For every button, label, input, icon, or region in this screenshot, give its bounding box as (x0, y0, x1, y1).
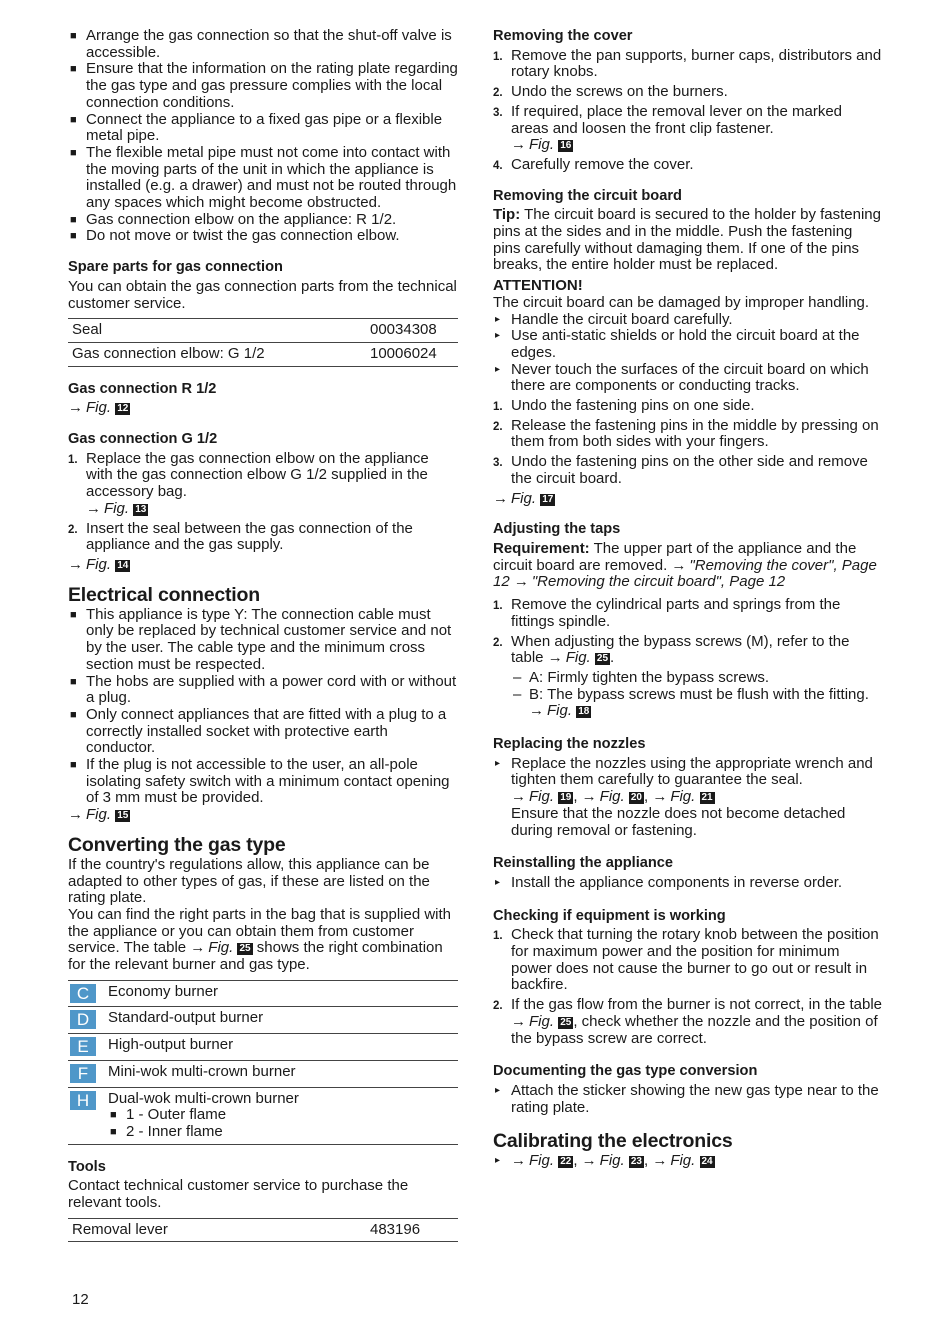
calibrating-heading: Calibrating the electronics (493, 1130, 733, 1153)
flame-list (108, 1107, 454, 1140)
attention-bullets (493, 312, 883, 396)
table-row (68, 1060, 458, 1087)
removing-cover-heading: Removing the cover (493, 28, 633, 44)
list-item: – B: The bypass screws must be flush with the fitting. → Fig. 18 (513, 685, 869, 720)
figure-number-badge: 17 (542, 493, 554, 505)
replacing-nozzles-list (493, 756, 883, 840)
electrical-heading: Electrical connection (68, 583, 260, 606)
replacing-nozzles-heading: Replacing the nozzles (493, 736, 646, 753)
arrow-icon: → (671, 556, 687, 574)
list-item (493, 1153, 883, 1170)
burner-letter-badge: C (70, 984, 96, 1003)
arrow-icon: → (493, 489, 508, 507)
list-item: ■ The hobs are supplied with a power cord with or without a plug. (70, 672, 457, 707)
list-item: 2. If the gas flow from the burner is not correct, in the table → Fig. 25 , check whether the nozzle and the position of the bypass screw are correct. (493, 996, 883, 1047)
list-item: 1. Remove the pan supports, burner caps, distributors and rotary knobs. (493, 46, 882, 81)
list-item: ■ This appliance is type Y: The connection cable must only be replaced by technical customer service and not by the user. The cable type and the minimum cross section must be respected. (70, 605, 452, 673)
arrow-icon: → (68, 806, 83, 824)
arrow-icon: → (529, 702, 544, 720)
right-column (493, 28, 883, 1170)
list-item: ▸ Use anti-static shields or hold the circuit board at the edges. (495, 327, 860, 361)
list-item: 1. Replace the gas connection elbow on the appliance with the gas connection elbow G 1/2 supplied in the accessory bag. → Fig. 13 (68, 449, 429, 517)
list-item: ▸ Handle the circuit board carefully. (495, 310, 733, 328)
list-item: ■ Gas connection elbow on the appliance: R 1/2. (70, 210, 397, 228)
table-row (68, 1034, 458, 1061)
figure-number-badge: 13 (135, 503, 147, 515)
arrow-icon: → (547, 649, 563, 667)
figure-number-badge: 12 (117, 403, 129, 415)
list-item: ■ The flexible metal pipe must not come into contact with the moving parts of the unit in which the appliance is installed (e.g. a drawer) and must not be routed through any spaces which might become obstructed. (70, 143, 457, 212)
converting-heading: Converting the gas type (68, 833, 286, 856)
list-item: ▸ Never touch the surfaces of the circuit board on which there are components or conducting tracks. (495, 360, 869, 395)
triangle-bullet-icon: ▸ (495, 330, 501, 342)
burner-letter-badge: D (70, 1010, 96, 1029)
figure-number-badge: 19 (560, 792, 572, 804)
documenting-list (493, 1083, 883, 1116)
list-item: 3. Undo the fastening pins on the other side and remove the circuit board. (493, 453, 868, 487)
removing-cover-steps (493, 48, 883, 174)
gas-r12-heading: Gas connection R 1/2 (68, 380, 217, 397)
square-bullet-icon: ■ (70, 230, 77, 243)
gas-g12-steps (68, 451, 458, 554)
burner-table (68, 980, 458, 1145)
arrow-icon: → (581, 1152, 597, 1170)
square-bullet-icon: ■ (110, 1109, 117, 1122)
table-row (68, 1087, 458, 1144)
list-item: ■ 1 - Outer flame (110, 1106, 227, 1124)
converting-para1: If the country's regulations allow, this appliance can be adapted to other types of gas, if these are listed on the rating plate. (68, 855, 430, 907)
attention-text: The circuit board can be damaged by improper handling. (493, 293, 870, 311)
fig-reference: → Fig. 15 (68, 806, 129, 824)
fig-reference: → Fig. 16 (511, 136, 572, 154)
burner-letter-badge: H (70, 1091, 96, 1110)
figure-number-badge: 18 (578, 706, 590, 718)
part-name: Seal (68, 319, 366, 343)
figure-number-badge: 14 (117, 559, 129, 571)
figure-number-badge: 21 (701, 792, 713, 804)
arrow-icon: → (68, 399, 83, 417)
gas-g12-heading: Gas connection G 1/2 (68, 431, 218, 448)
arrow-icon: → (511, 136, 526, 154)
burner-name: Mini-wok multi-crown burner (104, 1060, 458, 1087)
list-item: 2. Insert the seal between the gas connection of the appliance and the gas supply. (68, 519, 413, 554)
intro-bullet-list (68, 28, 458, 245)
fig-reference: → Fig. 12 (68, 399, 129, 417)
figure-number-badge: 22 (560, 1156, 572, 1168)
triangle-bullet-icon: ▸ (495, 876, 501, 888)
tool-name: Removal lever (68, 1218, 366, 1242)
list-item: ■ Arrange the gas connection so that the shut-off valve is accessible. (70, 27, 452, 61)
tool-code: 483196 (366, 1218, 458, 1242)
list-item: ■ If the plug is not accessible to the user, an all-pole isolating safety switch with a minimum contact opening of 3 mm must be provided. (70, 756, 450, 807)
square-bullet-icon: ■ (70, 113, 77, 126)
figure-number-badge: 25 (239, 943, 251, 955)
list-item: 1. Check that turning the rotary knob between the position for maximum power and the position for minimum power does not cause the burner to go out or result in backfire. (493, 926, 879, 994)
list-item: ■ 2 - Inner flame (110, 1122, 223, 1140)
fig-reference: → Fig. 17 (493, 489, 554, 507)
arrow-icon: → (511, 1012, 526, 1030)
left-column (68, 28, 458, 1246)
list-item: – A: Firmly tighten the bypass screws. (513, 668, 770, 686)
figure-number-badge: 23 (630, 1156, 642, 1168)
spare-parts-text: You can obtain the gas connection parts from the technical customer service. (68, 277, 457, 312)
fig-reference: → Fig. 22 , → Fig. 23 , → Fig. 24 (511, 1152, 713, 1170)
table-row (68, 319, 458, 343)
spare-parts-heading: Spare parts for gas connection (68, 259, 283, 276)
fig-reference: → Fig. 14 (68, 555, 129, 573)
list-item: ■ Ensure that the information on the rating plate regarding the gas type and gas pressure complies with the local connection conditions. (70, 60, 458, 111)
list-item: ▸ Attach the sticker showing the new gas type near to the rating plate. (495, 1081, 879, 1116)
arrow-icon: → (652, 788, 668, 806)
square-bullet-icon: ■ (70, 30, 77, 42)
list-item: 3. If required, place the removal lever on the marked areas and loosen the front clip fastener. → Fig. 16 (493, 102, 843, 154)
figure-number-badge: 15 (117, 810, 129, 822)
square-bullet-icon: ■ (70, 63, 77, 76)
adjusting-taps-steps (493, 597, 883, 667)
arrow-icon: → (652, 1152, 668, 1170)
list-item: ■ Connect the appliance to a fixed gas pipe or a flexible metal pipe. (70, 110, 443, 145)
figure-number-badge: 25 (596, 653, 609, 665)
triangle-bullet-icon: ▸ (495, 1155, 501, 1167)
list-item: 1. Undo the fastening pins on one side. (493, 397, 755, 415)
electrical-bullet-list (68, 607, 458, 807)
arrow-icon: → (581, 788, 597, 806)
table-row (68, 1218, 458, 1242)
arrow-icon: → (511, 788, 526, 806)
removing-board-heading: Removing the circuit board (493, 187, 682, 204)
documenting-heading: Documenting the gas type conversion (493, 1063, 758, 1080)
requirement-paragraph: Requirement: The upper part of the appliance and the circuit board are removed. → "Removing the cover", Page 12 → "Removing the circuit board", Page 12 (493, 539, 877, 591)
square-bullet-icon: ■ (70, 759, 77, 772)
fig-reference: → Fig. 19 , → Fig. 20 , → Fig. 21 (511, 788, 713, 806)
list-item: ▸ Install the appliance components in reverse order. (495, 873, 843, 891)
part-name: Gas connection elbow: G 1/2 (68, 342, 366, 366)
figure-number-badge: 25 (560, 1016, 572, 1028)
tools-table (68, 1218, 458, 1243)
fig-reference: → Fig. 13 (86, 499, 147, 517)
arrow-icon: → (68, 555, 83, 573)
arrow-icon: → (513, 573, 529, 591)
table-row (68, 1007, 458, 1034)
square-bullet-icon: ■ (70, 608, 77, 621)
square-bullet-icon: ■ (70, 708, 77, 721)
checking-steps (493, 927, 883, 1047)
triangle-bullet-icon: ▸ (495, 757, 501, 769)
part-code: 10006024 (366, 342, 458, 366)
tools-heading: Tools (68, 1158, 106, 1175)
reinstalling-list (493, 875, 883, 892)
triangle-bullet-icon: ▸ (495, 363, 501, 375)
triangle-bullet-icon: ▸ (495, 313, 501, 325)
removing-board-steps (493, 398, 883, 488)
square-bullet-icon: ■ (70, 146, 77, 159)
spare-parts-table (68, 318, 458, 366)
tip-paragraph: Tip: The circuit board is secured to the holder by fastening pins at the sides and in the middle. Push the fastening pins carefully without damaging them. If one of the pins breaks, the entire holder must be replaced. (493, 206, 881, 274)
list-item: ■ Do not move or twist the gas connection elbow. (70, 227, 400, 245)
burner-letter-badge: F (70, 1064, 96, 1083)
table-row (68, 980, 458, 1007)
arrow-icon: → (86, 499, 101, 517)
calibrating-list (493, 1153, 883, 1170)
burner-name: High-output burner (104, 1034, 458, 1061)
figure-number-badge: 24 (701, 1156, 713, 1168)
burner-letter-badge: E (70, 1037, 96, 1056)
square-bullet-icon: ■ (70, 213, 77, 226)
part-code: 00034308 (366, 319, 458, 343)
attention-label: ATTENTION! (493, 277, 583, 295)
bypass-options (493, 670, 883, 720)
triangle-bullet-icon: ▸ (495, 1084, 501, 1096)
list-item: ■ Only connect appliances that are fitted with a plug to a correctly installed socket with protective earth conductor. (70, 705, 447, 757)
adjusting-taps-heading: Adjusting the taps (493, 521, 621, 538)
list-item: 1. Remove the cylindrical parts and springs from the fittings spindle. (493, 596, 841, 630)
page-number: 12 (72, 1291, 89, 1308)
arrow-icon: → (511, 1152, 526, 1170)
list-item: 4. Carefully remove the cover. (493, 155, 694, 173)
list-item: 2. When adjusting the bypass screws (M), refer to the table → Fig. 25 . (493, 632, 850, 667)
figure-number-badge: 16 (560, 140, 572, 152)
figure-number-badge: 20 (630, 792, 642, 804)
checking-heading: Checking if equipment is working (493, 907, 726, 924)
square-bullet-icon: ■ (70, 675, 77, 688)
arrow-icon: → (190, 939, 206, 957)
tools-text: Contact technical customer service to purchase the relevant tools. (68, 1177, 409, 1212)
burner-name: Standard-output burner (104, 1007, 458, 1034)
converting-para2: You can find the right parts in the bag that is supplied with the appliance or you can obtain them from customer service. The table → Fig. 25 shows the right combination for the relevant burner and gas type. (68, 905, 452, 974)
burner-name: Economy burner (104, 980, 458, 1007)
reinstalling-heading: Reinstalling the appliance (493, 855, 674, 872)
burner-name: Dual-wok multi-crown burner (108, 1089, 299, 1107)
square-bullet-icon: ■ (110, 1125, 117, 1138)
list-item: 2. Undo the screws on the burners. (493, 83, 728, 101)
fig-reference: → Fig. 18 (529, 702, 590, 720)
list-item: 2. Release the fastening pins in the middle by pressing on them from both sides with your fingers. (493, 416, 879, 451)
list-item: ▸ Replace the nozzles using the appropriate wrench and tighten them carefully to guarantee the seal. → Fig. 19 , → Fig. 20 , → Fig. 21 Ensure that the nozzle does not become detached during removal or fastening. (495, 754, 873, 839)
table-row (68, 342, 458, 366)
